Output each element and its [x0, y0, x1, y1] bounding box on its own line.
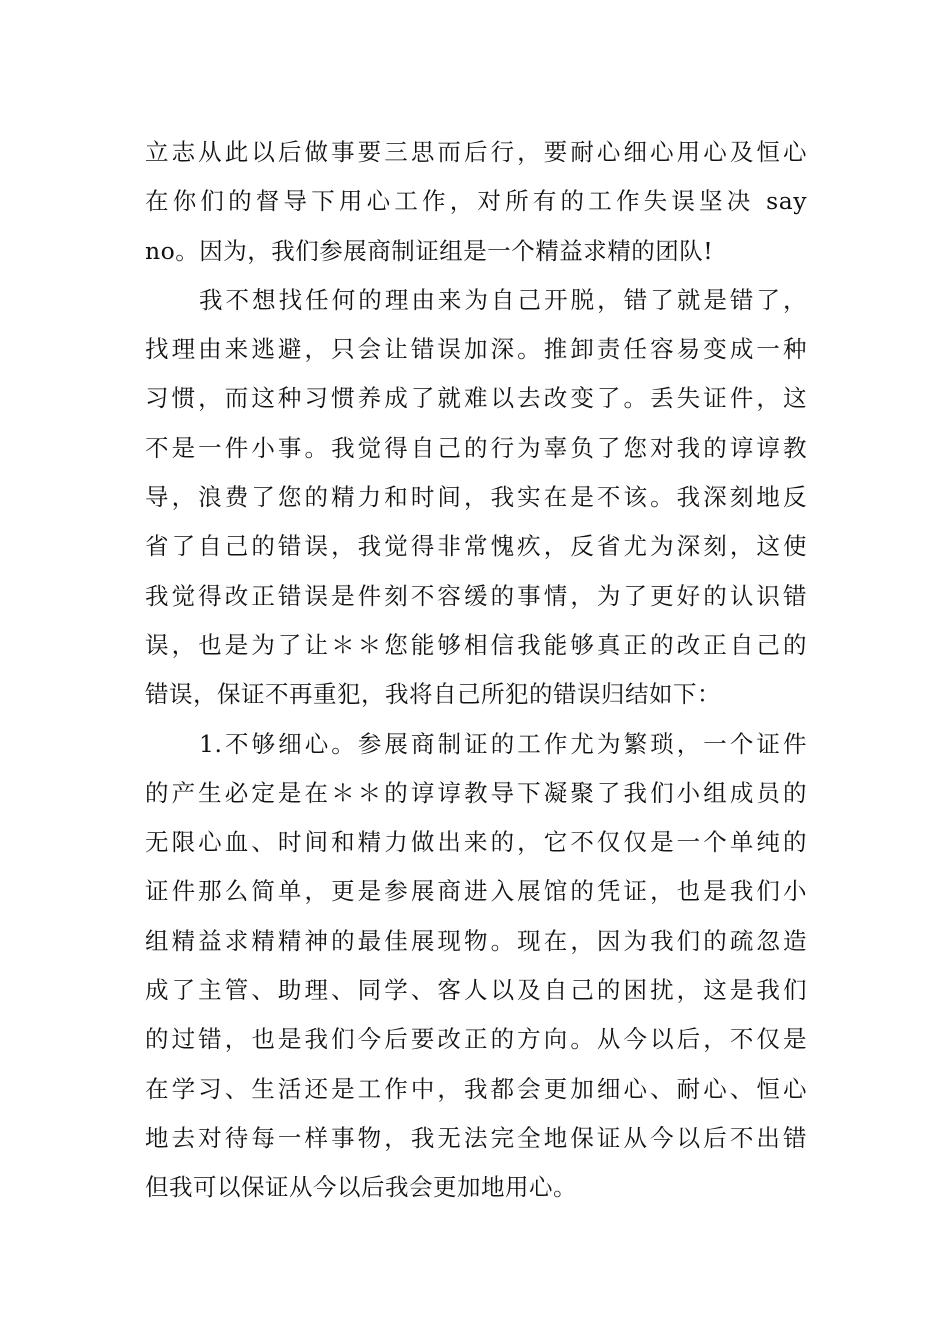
- text-line: 成了主管、助理、同学、客人以及自己的困扰，这是我们: [145, 976, 807, 1005]
- text-line: 地去对待每一样事物，我无法完全地保证从今以后不出错: [145, 1123, 807, 1152]
- text-line: 的过错，也是我们今后要改正的方向。从今以后，不仅是: [145, 1025, 807, 1054]
- text-line: 我觉得改正错误是件刻不容缓的事情，为了更好的认识错: [145, 581, 807, 610]
- text-line: 的产生必定是在＊＊的谆谆教导下凝聚了我们小组成员的: [145, 778, 807, 807]
- text-line: 导，浪费了您的精力和时间，我实在是不该。我深刻地反: [145, 483, 807, 512]
- text-line: no。因为，我们参展商制证组是一个精益求精的团队!: [145, 236, 714, 265]
- text-line: 找理由来逃避，只会让错误加深。推卸责任容易变成一种: [145, 335, 807, 364]
- text-line: 在你们的督导下用心工作，对所有的工作失误坚决 say: [145, 187, 807, 216]
- text-line: 不是一件小事。我觉得自己的行为辜负了您对我的谆谆教: [145, 433, 807, 462]
- text-line: 组精益求精精神的最佳展现物。现在，因为我们的疏忽造: [145, 926, 807, 955]
- text-line: 习惯，而这种习惯养成了就难以去改变了。丢失证件，这: [145, 384, 807, 413]
- text-line: 证件那么简单，更是参展商进入展馆的凭证，也是我们小: [145, 877, 807, 906]
- text-line: 无限心血、时间和精力做出来的，它不仅仅是一个单纯的: [145, 828, 807, 857]
- document-body: [145, 128, 807, 1213]
- text-line: 误，也是为了让＊＊您能够相信我能够真正的改正自己的: [145, 630, 807, 659]
- text-line: 但我可以保证从今以后我会更加地用心。: [145, 1173, 577, 1202]
- text-line: 我不想找任何的理由来为自己开脱，错了就是错了，: [199, 285, 807, 314]
- text-line: 1.不够细心。参展商制证的工作尤为繁琐，一个证件: [199, 729, 807, 758]
- text-line: 立志从此以后做事要三思而后行，要耐心细心用心及恒心: [145, 138, 807, 166]
- text-line: 在学习、生活还是工作中，我都会更加细心、耐心、恒心: [145, 1074, 807, 1103]
- text-line: 错误，保证不再重犯，我将自己所犯的错误归结如下：: [145, 680, 721, 709]
- text-line: 省了自己的错误，我觉得非常愧疚，反省尤为深刻，这使: [145, 532, 807, 561]
